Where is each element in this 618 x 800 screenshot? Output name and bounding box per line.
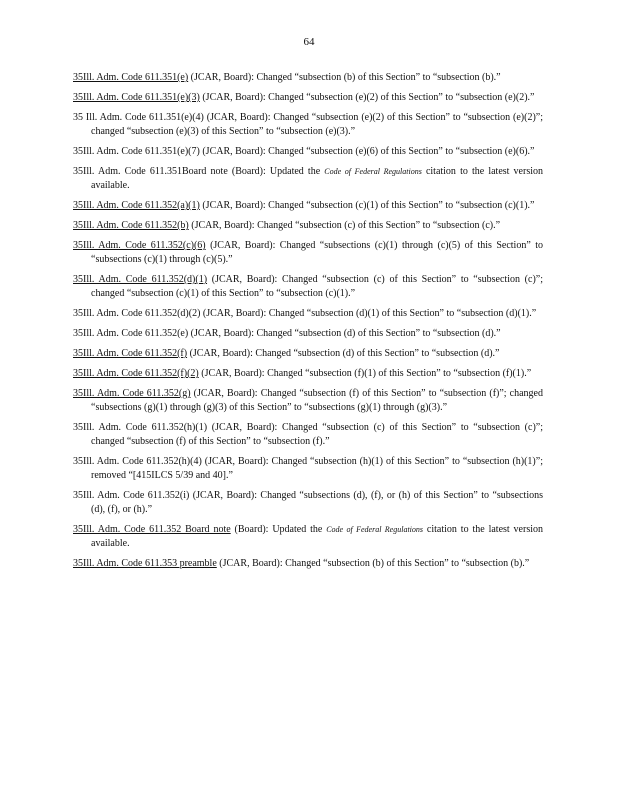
amendment-text: (JCAR, Board): Changed “subsection (b) of this Section” to “subsection (b).” bbox=[188, 72, 501, 83]
amendment-entry bbox=[73, 455, 543, 483]
amendment-text: (JCAR, Board): Changed “subsection (f)(1) of this Section” to “subsection (f)(1).” bbox=[198, 368, 532, 379]
page-number: 64 bbox=[303, 36, 315, 48]
amendment-text: (JCAR, Board): Changed “subsections (d), (f), or (h) of this Section” to “subsections (d), (f), or (h).” bbox=[91, 490, 543, 515]
amendment-entry bbox=[73, 239, 543, 267]
code-citation: 35Ill. Adm. Code 611.353 preamble bbox=[73, 558, 217, 569]
publication-title: Code of Federal Regulations bbox=[324, 167, 422, 176]
amendment-entry bbox=[73, 219, 543, 233]
code-citation: 35Ill. Adm. Code 611.352(h)(1) bbox=[73, 422, 208, 433]
amendment-text: (JCAR, Board): Changed “subsection (d)(1) of this Section” to “subsection (d)(1).” bbox=[200, 308, 537, 319]
code-citation: 35Ill. Adm. Code 611.352(b) bbox=[73, 220, 189, 231]
amendment-entry bbox=[73, 307, 543, 321]
amendment-text: (JCAR, Board): Changed “subsection (h)(1) of this Section” to “subsection (h)(1)”; removed “[415ILCS 5/39 and 40].” bbox=[91, 456, 543, 481]
code-citation: 35Ill. Adm. Code 611.352(g) bbox=[73, 388, 191, 399]
amendment-text: (JCAR, Board): Changed “subsections (c)(1) through (c)(5) of this Section” to “subsections (c)(1) through (c)(5).” bbox=[91, 240, 543, 265]
amendment-text: (JCAR, Board): Changed “subsection (e)(2) of this Section” to “subsection (e)(2)”; changed “subsection (e)(3) of this Section” to “subsection (e)(3).” bbox=[91, 112, 543, 137]
amendment-text: (JCAR, Board): Changed “subsection (e)(6) of this Section” to “subsection (e)(6).” bbox=[199, 146, 535, 157]
code-citation: 35Ill. Adm. Code 611.352(d)(2) bbox=[73, 308, 201, 319]
amendment-entry bbox=[73, 347, 543, 361]
amendment-entry bbox=[73, 165, 543, 193]
amendment-text: (JCAR, Board): Changed “subsection (d) of this Section” to “subsection (d).” bbox=[187, 348, 500, 359]
amendment-text: (Board): Updated the bbox=[227, 166, 325, 177]
amendment-text: (JCAR, Board): Changed “subsection (b) of this Section” to “subsection (b).” bbox=[216, 558, 530, 569]
amendment-entry bbox=[73, 367, 543, 381]
code-citation: 35Ill. Adm. Code 611.352(i) bbox=[73, 490, 190, 501]
code-citation: 35Ill. Adm. Code 611.352(c)(6) bbox=[73, 240, 206, 251]
amendment-text: (JCAR, Board): Changed “subsection (c) of this Section” to “subsection (c).” bbox=[188, 220, 501, 231]
code-citation: 35Ill. Adm. Code 611.352(e) bbox=[73, 328, 189, 339]
amendment-entry bbox=[73, 145, 543, 159]
amendment-entry bbox=[73, 557, 543, 571]
amendment-text: (JCAR, Board): Changed “subsection (c) of this Section” to “subsection (c)”; changed “subsection (f) of this Section” to “subsection (f).” bbox=[91, 422, 543, 447]
amendment-list bbox=[73, 71, 543, 577]
amendment-text: (JCAR, Board): Changed “subsection (d) of this Section” to “subsection (d).” bbox=[188, 328, 501, 339]
code-citation: 35Ill. Adm. Code 611.352(f)(2) bbox=[73, 368, 199, 379]
amendment-entry bbox=[73, 273, 543, 301]
code-citation: 35Ill. Adm. Code 611.351Board note bbox=[73, 166, 228, 177]
amendment-text: (JCAR, Board): Changed “subsection (e)(2) of this Section” to “subsection (e)(2).” bbox=[199, 92, 535, 103]
code-citation: 35 Ill. Adm. Code 611.351(e)(4) bbox=[73, 112, 204, 123]
publication-title: Code of Federal Regulations bbox=[326, 525, 424, 534]
amendment-text: (Board): Updated the bbox=[230, 524, 327, 535]
amendment-text: (JCAR, Board): Changed “subsection (c)(1) of this Section” to “subsection (c)(1).” bbox=[199, 200, 535, 211]
amendment-entry bbox=[73, 387, 543, 415]
code-citation: 35Ill. Adm. Code 611.352(d)(1) bbox=[73, 274, 208, 285]
amendment-text-tail: citation to the latest version available. bbox=[91, 524, 543, 549]
code-citation: 35Ill. Adm. Code 611.351(e) bbox=[73, 72, 189, 83]
code-citation: 35Ill. Adm. Code 611.352 Board note bbox=[73, 524, 231, 535]
code-citation: 35Ill. Adm. Code 611.352(a)(1) bbox=[73, 200, 200, 211]
amendment-entry bbox=[73, 489, 543, 517]
code-citation: 35Ill. Adm. Code 611.352(f) bbox=[73, 348, 188, 359]
amendment-entry bbox=[73, 199, 543, 213]
amendment-entry bbox=[73, 91, 543, 105]
amendment-entry bbox=[73, 327, 543, 341]
amendment-entry bbox=[73, 421, 543, 449]
code-citation: 35Ill. Adm. Code 611.352(h)(4) bbox=[73, 456, 202, 467]
amendment-entry bbox=[73, 523, 543, 551]
code-citation: 35Ill. Adm. Code 611.351(e)(7) bbox=[73, 146, 200, 157]
amendment-entry bbox=[73, 111, 543, 139]
amendment-text: (JCAR, Board): Changed “subsection (c) of this Section” to “subsection (c)”; changed “subsection (c)(1) of this Section” to “subsection (c)(1).” bbox=[91, 274, 543, 299]
amendment-entry bbox=[73, 71, 543, 85]
amendment-text-tail: citation to the latest version available. bbox=[91, 166, 543, 191]
code-citation: 35Ill. Adm. Code 611.351(e)(3) bbox=[73, 92, 200, 103]
amendment-text: (JCAR, Board): Changed “subsection (f) of this Section” to “subsection (f)”; changed “subsections (g)(1) through (g)(3) of this Section” to “subsections (g)(1) through (g)(3).” bbox=[91, 388, 543, 413]
